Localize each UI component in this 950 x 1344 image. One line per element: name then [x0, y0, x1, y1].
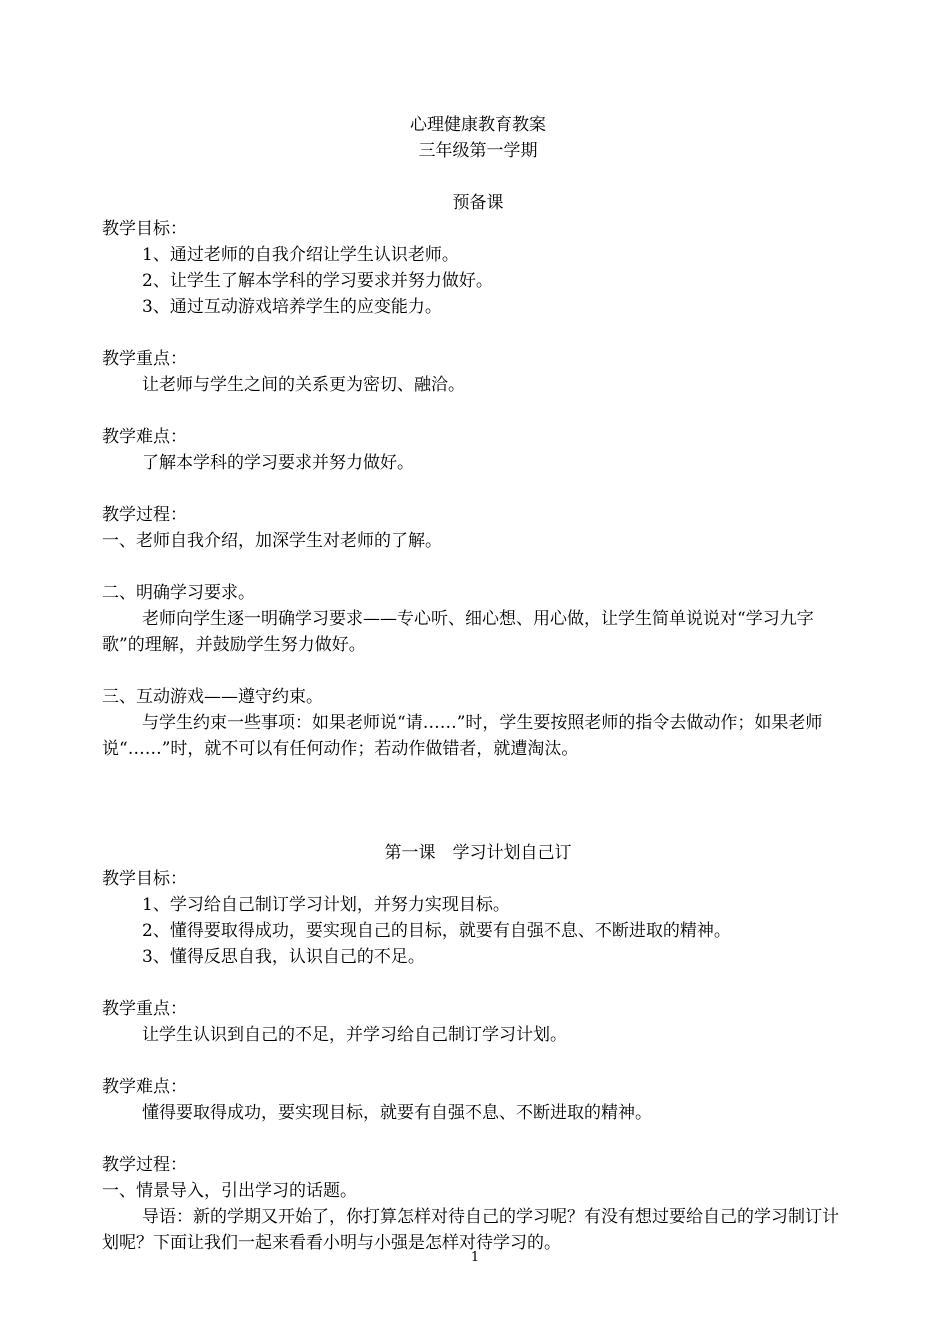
lesson1-goal-item: 3、懂得反思自我，认识自己的不足。 — [142, 947, 425, 967]
prep-key-text: 让老师与学生之间的关系更为密切、融洽。 — [142, 375, 465, 395]
prep-step-1: 一、老师自我介绍，加深学生对老师的了解。 — [102, 531, 442, 551]
prep-goal-item: 2、让学生了解本学科的学习要求并努力做好。 — [142, 271, 493, 291]
prep-goal-item: 1、通过老师的自我介绍让学生认识老师。 — [142, 245, 459, 265]
lesson1-process-label: 教学过程： — [102, 1155, 187, 1175]
lesson1-step-1-text: 导语：新的学期又开始了，你打算怎样对待自己的学习呢？有没有想过要给自己的学习制订计划呢？下面让我们一起来看看小明与小强是怎样对待学习的。 — [102, 1207, 839, 1253]
prep-step-3: 三、互动游戏——遵守约束。 — [102, 687, 323, 707]
prep-step-2: 二、明确学习要求。 — [102, 583, 255, 603]
prep-difficulty-label: 教学难点： — [102, 427, 187, 447]
lesson1-goal-item: 1、学习给自己制订学习计划，并努力实现目标。 — [142, 895, 510, 915]
lesson1-key-text: 让学生认识到自己的不足，并学习给自己制订学习计划。 — [142, 1025, 567, 1045]
document-subtitle: 三年级第一学期 — [418, 141, 538, 161]
lesson1-key-label: 教学重点： — [102, 999, 187, 1019]
prep-step-2-text: 老师向学生逐一明确学习要求——专心听、细心想、用心做，让学生简单说说对“学习九字歌”的理解，并鼓励学生努力做好。 — [102, 609, 814, 655]
prep-goals-label: 教学目标： — [102, 219, 187, 239]
page-number: 1 — [470, 1250, 480, 1265]
prep-difficulty-text: 了解本学科的学习要求并努力做好。 — [142, 453, 414, 473]
prep-goal-item: 3、通过互动游戏培养学生的应变能力。 — [142, 297, 442, 317]
document-page — [102, 112, 854, 1256]
prep-step-3-text: 与学生约束一些事项：如果老师说“请……”时，学生要按照老师的指令去做动作；如果老师说“……”时，就不可以有任何动作；若动作做错者，就遭淘汰。 — [102, 713, 823, 759]
document-title: 心理健康教育教案 — [410, 115, 546, 135]
prep-heading: 预备课 — [452, 193, 504, 213]
prep-key-label: 教学重点： — [102, 349, 187, 369]
lesson1-goals-label: 教学目标： — [102, 869, 187, 889]
lesson1-heading: 第一课 学习计划自己订 — [384, 843, 572, 863]
prep-process-label: 教学过程： — [102, 505, 187, 525]
lesson1-goal-item: 2、懂得要取得成功，要实现自己的目标，就要有自强不息、不断进取的精神。 — [142, 921, 731, 941]
lesson1-step-1: 一、情景导入，引出学习的话题。 — [102, 1181, 357, 1201]
lesson1-difficulty-label: 教学难点： — [102, 1077, 187, 1097]
lesson1-difficulty-text: 懂得要取得成功，要实现目标，就要有自强不息、不断进取的精神。 — [142, 1103, 652, 1123]
